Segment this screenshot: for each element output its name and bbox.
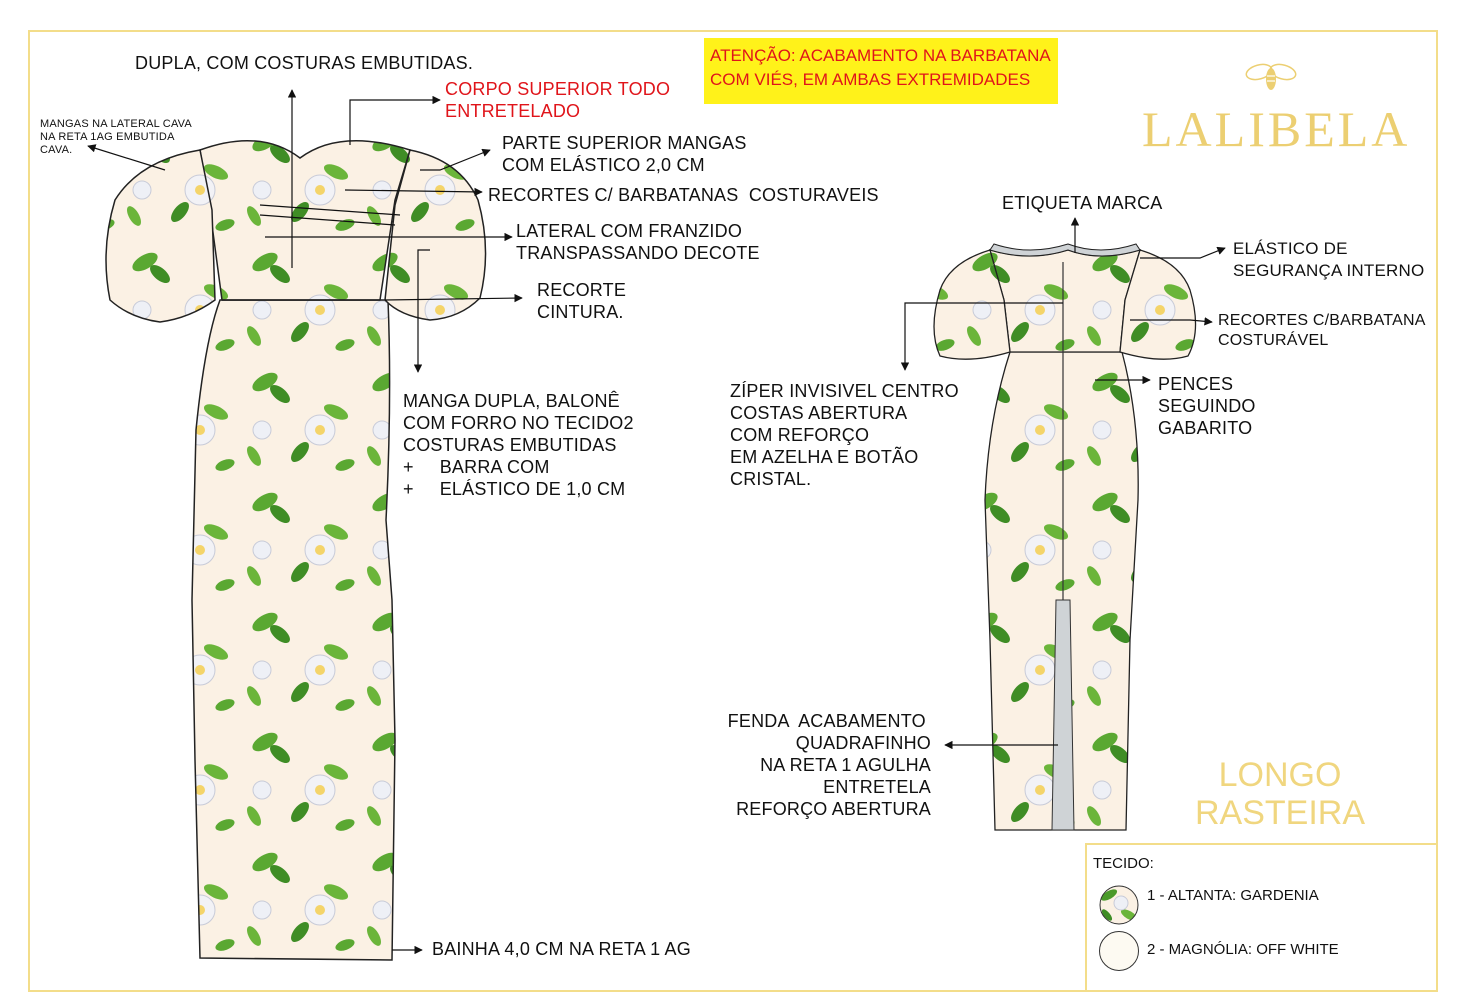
model-name-line2: RASTEIRA [1194,794,1366,832]
label-fenda-acabamento: FENDA ACABAMENTO QUADRAFINHO NA RETA 1 AGULHA ENTRETELA REFORÇO ABERTURA [727,711,931,819]
plain-swatch-icon [1099,931,1139,971]
label-elastico-seguranca: ELÁSTICO DE SEGURANÇA INTERNO [1233,239,1425,280]
label-bainha: BAINHA 4,0 CM NA RETA 1 AG [432,939,691,959]
model-name-line1: LONGO [1218,756,1342,794]
label-mangas-lateral: MANGAS NA LATERAL CAVA NA RETA 1AG EMBUTIDA CAVA. [40,118,192,156]
floral-swatch-icon [1099,885,1139,925]
label-parte-superior-mangas: PARTE SUPERIOR MANGAS COM ELÁSTICO 2,0 CM [502,133,747,175]
label-etiqueta-marca: ETIQUETA MARCA [1002,193,1163,213]
label-recorte-cintura: RECORTE CINTURA. [537,280,627,322]
label-manga-dupla: MANGA DUPLA, BALONÊ COM FORRO NO TECIDO2 COSTURAS EMBUTIDAS + BARRA COM + ELÁSTICO DE 1,0 CM [403,391,634,499]
back-dress-sketch [934,244,1196,830]
brand-logo: LALIBELA [1142,101,1411,157]
legend-title: TECIDO: [1093,855,1154,872]
label-lateral-franzido: LATERAL COM FRANZIDO TRANSPASSANDO DECOTE [516,221,760,263]
label-corpo-superior: CORPO SUPERIOR TODO ENTRETELADO [445,79,671,121]
fabric-legend [1085,843,1438,992]
attention-note: ATENÇÃO: ACABAMENTO NA BARBATANA COM VIÉS, EM AMBAS EXTREMIDADES [704,38,1058,104]
label-ziper-invisivel: ZÍPER INVISIVEL CENTRO COSTAS ABERTURA COM REFORÇO EM AZELHA E BOTÃO CRISTAL. [730,381,959,489]
bee-logo-icon [1243,60,1299,94]
front-dress-sketch [106,141,486,960]
label-recortes-barbatanas: RECORTES C/ BARBATANAS COSTURAVEIS [488,185,879,205]
label-pences: PENCES SEGUINDO GABARITO [1158,374,1256,438]
legend-item-1: 1 - ALTANTA: GARDENIA [1147,887,1319,904]
label-dupla-costuras: DUPLA, COM COSTURAS EMBUTIDAS. [135,53,474,73]
legend-item-2: 2 - MAGNÓLIA: OFF WHITE [1147,941,1339,958]
model-name [1170,756,1390,832]
label-recortes-barbatana-back: RECORTES C/BARBATANA COSTURÁVEL [1218,312,1426,349]
